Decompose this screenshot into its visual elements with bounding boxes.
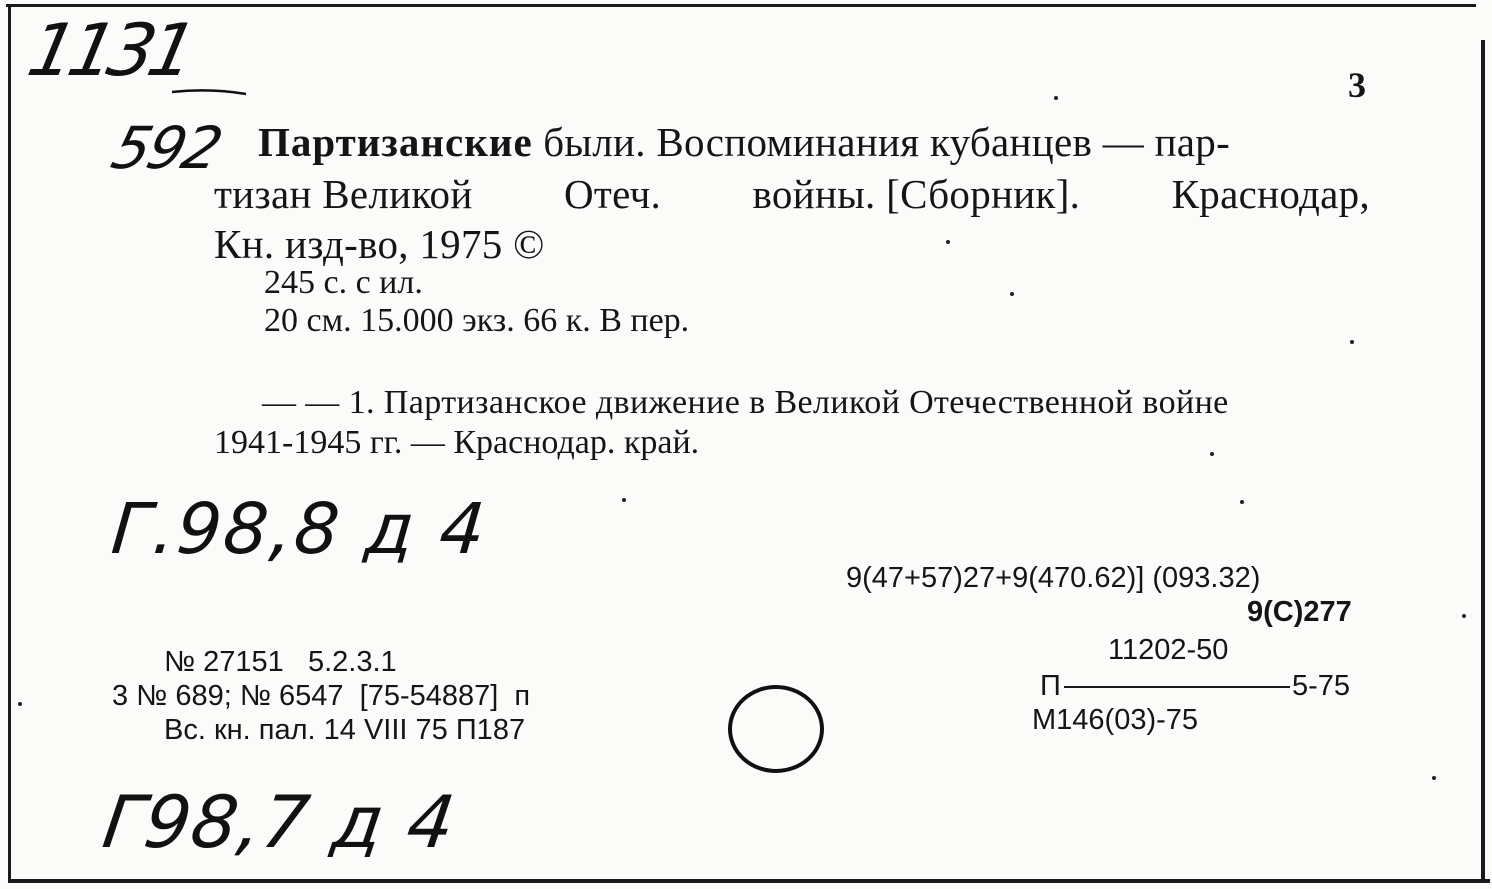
handwritten-shelf-mark-2: Г98,7 д 4: [98, 780, 461, 864]
classification-line-1: 9(47+57)27+9(470.62)] (093.32): [846, 562, 1261, 594]
index-code-right: 5-75: [1292, 670, 1351, 702]
scan-speck: [946, 240, 950, 244]
scan-speck: [18, 702, 22, 706]
copyright-icon: ©: [513, 221, 545, 267]
entry-title-lead: Партизанские: [258, 119, 533, 165]
entry-title-rest: были. Воспоминания кубанцев — пар-: [543, 119, 1231, 165]
card-border-left: [8, 4, 11, 882]
scan-speck: [622, 498, 626, 502]
page-number: 3: [1348, 65, 1366, 105]
card-border-right: [1481, 40, 1485, 882]
index-code-top: 11202-50: [1108, 634, 1229, 666]
entry-publisher-year: Кн. изд-во, 1975: [214, 221, 503, 267]
scan-speck: [1010, 292, 1014, 296]
registration-line-3: Вс. кн. пал. 14 VIII 75 П187: [164, 714, 526, 746]
entry-line-2-word: тизан Великой: [214, 171, 473, 217]
index-code-left: П: [1040, 670, 1061, 702]
scan-speck: [1432, 776, 1436, 780]
registration-line-2: 3 № 689; № 6547 [75-54887] п: [112, 680, 531, 712]
subject-heading-line-2: 1941-1945 гг. — Краснодар. край.: [214, 424, 700, 461]
scan-speck: [1054, 96, 1058, 100]
entry-line-1: [258, 118, 1370, 166]
subject-heading-line-1: — — 1. Партизанское движение в Великой Отечественной войне: [262, 384, 1229, 421]
handwritten-shelf-mark-1: Г.98,8 д 4: [108, 488, 491, 570]
card-border-bottom: [8, 879, 1490, 883]
entry-line-3: [214, 220, 545, 268]
classification-line-2: 9(С)277: [1247, 596, 1352, 628]
entry-line-2-word: Краснодар,: [1171, 171, 1370, 217]
registration-line-1: № 27151 5.2.3.1: [164, 646, 397, 678]
handwritten-underline: [170, 84, 250, 100]
hole-circle-icon: [724, 680, 834, 780]
entry-line-2: [214, 170, 1370, 218]
entry-line-2-word: Отеч.: [564, 171, 662, 217]
entry-pages: 245 с. с ил.: [264, 264, 423, 301]
scan-speck: [1462, 614, 1466, 618]
scan-speck: [1350, 340, 1354, 344]
index-code-rule: [1064, 686, 1290, 688]
entry-physical-description: 20 см. 15.000 экз. 66 к. В пер.: [264, 302, 690, 339]
entry-line-2-word: войны. [Сборник].: [752, 171, 1081, 217]
scan-speck: [1240, 500, 1244, 504]
handwritten-margin-number: 592: [104, 114, 228, 182]
index-code-bottom: М146(03)-75: [1032, 704, 1199, 736]
scan-speck: [1210, 452, 1214, 456]
handwritten-top-number: 1131: [21, 8, 199, 92]
card-border-top: [6, 4, 1476, 7]
